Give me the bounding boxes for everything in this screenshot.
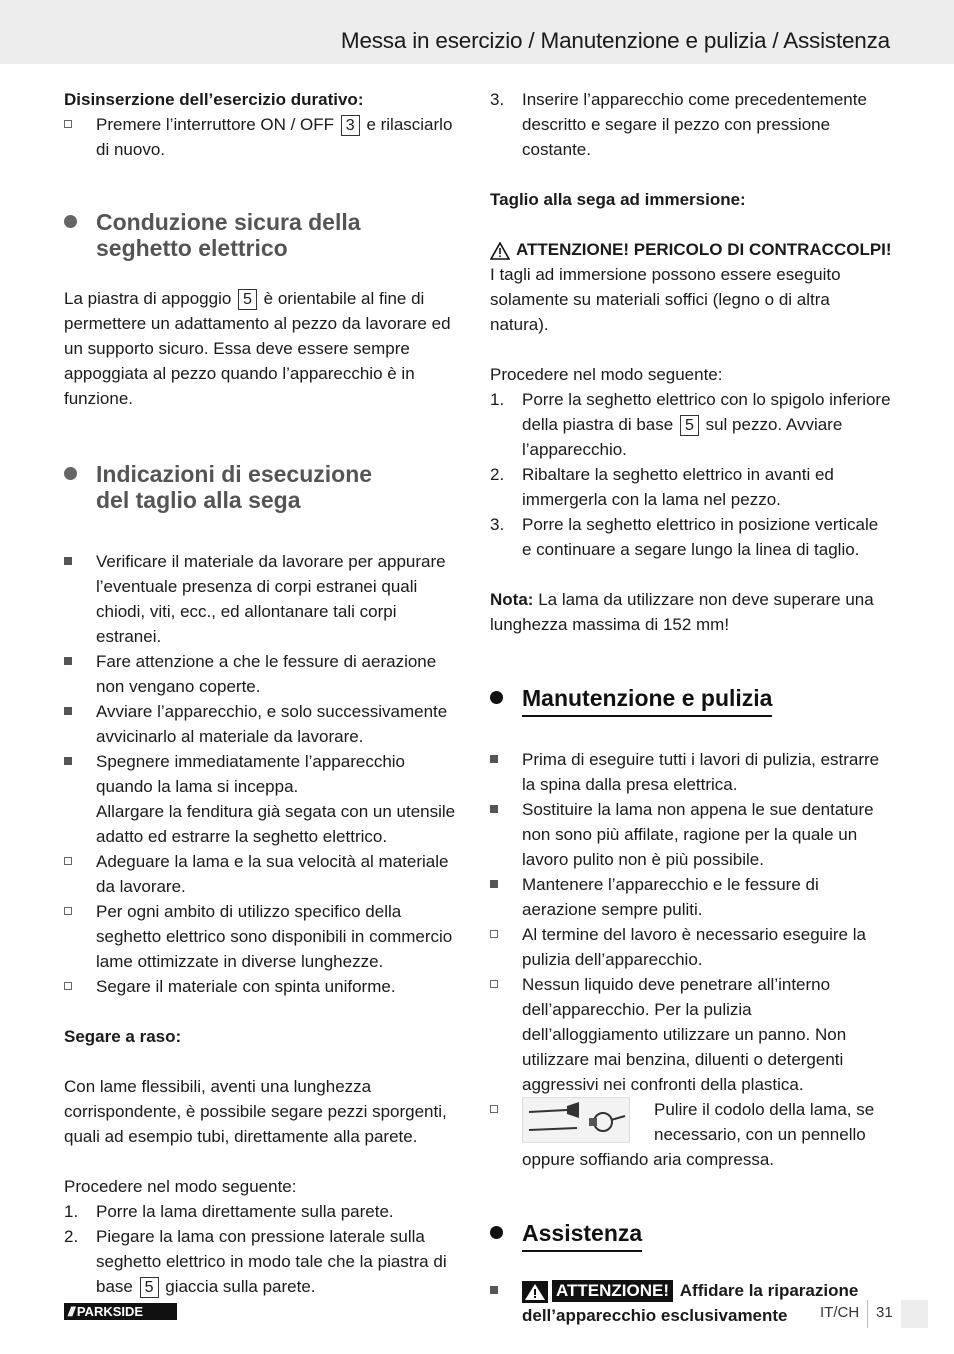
list-item (490, 872, 892, 922)
list-item (490, 972, 892, 1097)
section-heading-conduzione (64, 209, 466, 261)
list-item-text: Mantenere l’apparecchio e le fessure di aerazione sempre puliti. (522, 875, 819, 919)
list-item-text: Allargare la fenditura già segata con un utensile adatto ed estrarre la seghetto elettrico. (96, 802, 456, 846)
sec1-paragraph (64, 286, 466, 411)
list-item (490, 922, 892, 972)
list-item-text: Al termine del lavoro è necessario eseguire la pulizia dell’apparecchio. (522, 925, 866, 969)
assist-text: Affidare la riparazione dell’apparecchio esclusivamente (522, 1281, 859, 1325)
list-item (64, 699, 466, 749)
footer-corner-box (901, 1300, 928, 1328)
list-item (64, 749, 466, 849)
step-text: Inserire l’apparecchio come precedentemente descritto e segare il pezzo con pressione costante. (522, 90, 867, 159)
bullet-dot-icon (64, 467, 77, 480)
step-item (64, 1199, 466, 1224)
dis-item-post: e rilasciarlo di nuovo. (96, 115, 453, 159)
list-item-text: Spegnere immediatamente l’apparecchio quando la lama si inceppa. (96, 752, 406, 796)
list-item-text: Pulire il codolo della lama, se necessario, con un pennello oppure soffiando aria compressa. (522, 1100, 875, 1169)
step-item (64, 1224, 466, 1299)
logo-slashes-icon: /// (68, 1304, 73, 1319)
heading-line-1: Conduzione sicura della (96, 209, 361, 235)
heading-line-2: del taglio alla sega (96, 487, 301, 513)
section-heading-manutenzione (490, 685, 892, 711)
warning-bold: ATTENZIONE! PERICOLO DI CONTRACCOLPI! (516, 240, 892, 259)
list-item (490, 1097, 892, 1172)
square-bullet-icon (64, 657, 72, 665)
list-item (490, 797, 892, 872)
step-text: Porre la seghetto elettrico con lo spigolo inferiore della piastra di base (522, 390, 891, 434)
page-title: Messa in esercizio / Manutenzione e pulizia / Assistenza (340, 28, 890, 53)
square-bullet-icon (490, 1286, 498, 1294)
list-item-text: Avviare l’apparecchio, e solo successivamente avvicinarlo al materiale da lavorare. (96, 702, 448, 746)
dis-item-pre: Premere l’interruttore ON / OFF (96, 115, 335, 134)
step-text: Ribaltare la seghetto elettrico in avanti ed immergerla con la lama nel pezzo. (522, 465, 834, 509)
step-number: 1. (490, 390, 505, 409)
hollow-square-bullet-icon (64, 982, 72, 990)
hollow-square-bullet-icon (64, 857, 72, 865)
list-item-text: Adeguare la lama e la sua velocità al materiale da lavorare. (96, 852, 449, 896)
bullet-dot-icon (64, 215, 77, 228)
right-column (490, 87, 892, 1328)
list-item (64, 974, 466, 999)
sec1-post: è orientabile al fine di permettere un adattamento al pezzo da lavorare ed un supporto sicuro. Essa deve essere sempre appoggiata al pezzo quando l’apparecchio è in funzione. (64, 289, 451, 408)
procedure-label: Procedere nel modo seguente: (490, 365, 723, 384)
square-bullet-icon (490, 755, 498, 763)
footer-divider (867, 1300, 868, 1328)
list-item (64, 899, 466, 974)
nota-text: La lama da utilizzare non deve superare una lunghezza massima di 152 mm! (490, 590, 874, 634)
step-text: giaccia sulla parete. (165, 1277, 316, 1296)
brand-logo (64, 1303, 177, 1320)
square-bullet-icon (64, 757, 72, 765)
heading-line-1: Indicazioni di esecuzione (96, 461, 373, 487)
logo-text: PARKSIDE (76, 1304, 144, 1319)
nota-paragraph (490, 587, 892, 637)
list-item (490, 747, 892, 797)
attention-label: ATTENZIONE! (552, 1280, 673, 1302)
hollow-square-bullet-icon (490, 930, 498, 938)
ref-number-box: 3 (341, 115, 360, 136)
step-text: sul pezzo. Avviare l’apparecchio. (522, 415, 843, 459)
square-bullet-icon (64, 557, 72, 565)
square-bullet-icon (490, 805, 498, 813)
step-number: 3. (490, 90, 505, 109)
warning-paragraph (490, 237, 892, 337)
hollow-square-bullet-icon (490, 1105, 498, 1113)
raso-title: Segare a raso: (64, 1027, 182, 1046)
list-item-text: Sostituire la lama non appena le sue dentature non sono più affilate, ragione per la quale un lavoro pulito non è più possibile. (522, 800, 874, 869)
immersione-title: Taglio alla sega ad immersione: (490, 190, 746, 209)
dis-item (64, 112, 466, 162)
step-text: Piegare la lama con pressione laterale sulla seghetto elettrico in modo tale che la piastra di base (96, 1227, 447, 1296)
heading-line-2: seghetto elettrico (96, 235, 288, 261)
step-item (490, 512, 892, 562)
step-item (490, 387, 892, 462)
left-column (64, 87, 466, 1299)
ref-number-box: 5 (680, 415, 699, 436)
nota-label: Nota: (490, 590, 534, 609)
section-heading-assistenza (490, 1220, 892, 1246)
step-item (490, 462, 892, 512)
step-number: 2. (64, 1227, 79, 1246)
page-number: 31 (876, 1304, 893, 1321)
list-item-text: Prima di eseguire tutti i lavori di pulizia, estrarre la spina dalla presa elettrica. (522, 750, 880, 794)
heading-text: Manutenzione e pulizia (522, 685, 772, 717)
list-item-text: Fare attenzione a che le fessure di aerazione non vengano coperte. (96, 652, 437, 696)
list-item-text: Nessun liquido deve penetrare all’interno dell’apparecchio. Per la pulizia dell’alloggiamento utilizzare un panno. Non utilizzare mai benzina, diluenti o detergenti aggressivi nei confronti della plastica. (522, 975, 847, 1094)
step-number: 2. (490, 465, 505, 484)
warning-triangle-icon (522, 1281, 548, 1303)
brush-compressed-air-illustration-icon (522, 1097, 630, 1143)
hollow-square-bullet-icon (490, 980, 498, 988)
square-bullet-icon (64, 707, 72, 715)
ref-number-box: 5 (238, 289, 257, 310)
step-text: Porre la seghetto elettrico in posizione verticale e continuare a segare lungo la linea di taglio. (522, 515, 879, 559)
warning-triangle-icon (490, 242, 510, 260)
list-item-text: Verificare il materiale da lavorare per appurare l’eventuale presenza di corpi estranei quali chiodi, viti, ecc., ed allontanare tali corpi estranei. (96, 552, 446, 646)
step-item (490, 87, 892, 162)
bullet-dot-icon (490, 1226, 503, 1239)
ref-number-box: 5 (140, 1277, 159, 1298)
section-heading-indicazioni (64, 461, 466, 513)
warning-text: I tagli ad immersione possono essere eseguito solamente su materiali soffici (legno o di altra natura). (490, 265, 841, 334)
list-item-text: Per ogni ambito di utilizzo specifico della seghetto elettrico sono disponibili in commercio lame ottimizzate in diverse lunghezze. (96, 902, 453, 971)
list-item (64, 549, 466, 649)
list-item-text: Segare il materiale con spinta uniforme. (96, 977, 396, 996)
procedure-label: Procedere nel modo seguente: (64, 1177, 297, 1196)
step-text: Porre la lama direttamente sulla parete. (96, 1202, 394, 1221)
raso-paragraph: Con lame flessibili, aventi una lunghezza corrispondente, è possibile segare pezzi sporgenti, quali ad esempio tubi, direttamente alla parete. (64, 1077, 447, 1146)
hollow-square-bullet-icon (64, 120, 72, 128)
heading-text: Assistenza (522, 1220, 642, 1252)
dis-title: Disinserzione dell’esercizio durativo: (64, 90, 364, 109)
square-bullet-icon (490, 880, 498, 888)
bullet-dot-icon (490, 691, 503, 704)
list-item (64, 849, 466, 899)
step-number: 3. (490, 515, 505, 534)
language-code: IT/CH (820, 1304, 860, 1321)
list-item (64, 649, 466, 699)
sec1-pre: La piastra di appoggio (64, 289, 232, 308)
hollow-square-bullet-icon (64, 907, 72, 915)
step-number: 1. (64, 1202, 79, 1221)
